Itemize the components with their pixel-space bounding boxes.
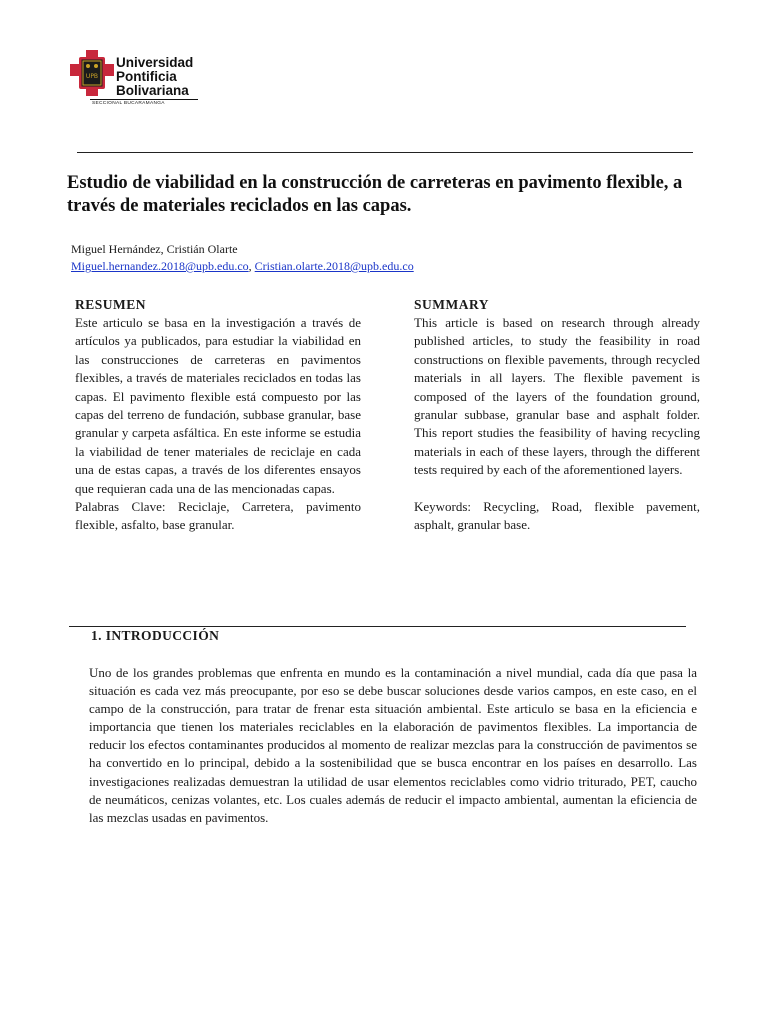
introduccion-body: Uno de los grandes problemas que enfrenta en mundo es la contaminación a nivel mundial, cada día que pasa la situación es cada vez más preocupante, por eso se debe buscar soluciones desde varios campos, en este caso, en el campo de la construcción, para tratar de frenar esta situación ambiental. Este articulo se basa en la eficiencia e importancia que tienen los materiales reciclables en la elaboración de pavimentos flexibles. La importancia de reducir los efectos contaminantes producidos al momento de realizar mezclas para la construcción de pavimentos se ha convertido en lo principal, debido a la sostenibilidad que se busca encontrar en los países en desarrollo. Las investigaciones realizadas demuestran la utilidad de usar elementos reciclables como vidrio triturado, PET, caucho de neumáticos, cenizas volantes, etc. Los cuales además de reducir el impacto ambiental, aumentan la eficiencia de las mezclas usadas en pavimentos. xyxy=(89,665,697,825)
logo-line-3: Bolivariana xyxy=(116,83,189,98)
author-emails xyxy=(71,258,414,274)
section-rule xyxy=(69,626,686,627)
logo-subtitle: SECCIONAL BUCARAMANGA xyxy=(92,101,165,106)
paper-authors: Miguel Hernández, Cristián Olarte xyxy=(71,242,238,256)
summary-body: This article is based on research through already published articles, to study the feasibility in road constructions on flexible pavements, through recycled materials in all layers. The flexible pavement is composed of the layers of the foundation ground, granular subbase, granular base and asphalt folder. This report studies the feasibility of having recycling materials in each of these layers, through the different tests required by each of the aforementioned layers. xyxy=(414,315,700,478)
resumen-body: Este articulo se basa en la investigación a través de artículos ya publicados, para estudiar la viabilidad en las construcciones de carreteras en pavimentos flexibles, a través de materiales reciclados en todas las capas. El pavimento flexible está compuesto por las capas del terreno de fundación, subbase granular, base granular y carpeta asfáltica. En este informe se estudia la viabilidad de tener materiales de reciclaje en cada una de estas capas, a través de los diferentes ensayos que requieran cada una de las mencionadas capas. xyxy=(75,315,361,496)
paper-title: Estudio de viabilidad en la construcción de carreteras en pavimento flexible, a través de materiales reciclados en las capas. xyxy=(67,173,683,216)
summary-column xyxy=(414,296,700,534)
logo-line-1: Universidad xyxy=(116,55,194,70)
resumen-heading: RESUMEN xyxy=(75,297,147,312)
email-link-2[interactable]: Cristian.olarte.2018@upb.edu.co xyxy=(254,259,414,273)
summary-heading: SUMMARY xyxy=(414,297,490,312)
email-separator: , xyxy=(248,259,255,273)
shield-text: UPB xyxy=(85,73,99,80)
university-logo xyxy=(70,50,200,110)
introduccion-heading: 1. INTRODUCCIÓN xyxy=(91,628,220,643)
logo-divider xyxy=(90,99,198,100)
university-shield-icon xyxy=(70,50,114,96)
email-link-1[interactable]: Miguel.hernandez.2018@upb.edu.co xyxy=(71,259,249,273)
header-rule xyxy=(77,152,693,153)
logo-line-2: Pontificia xyxy=(116,69,177,84)
summary-keywords: Keywords: Recycling, Road, flexible pavement, asphalt, granular base. xyxy=(414,498,700,533)
resumen-keywords: Palabras Clave: Reciclaje, Carretera, pavimento flexible, asfalto, base granular. xyxy=(75,499,361,533)
resumen-column xyxy=(75,296,361,535)
logo-wordmark xyxy=(116,56,193,98)
